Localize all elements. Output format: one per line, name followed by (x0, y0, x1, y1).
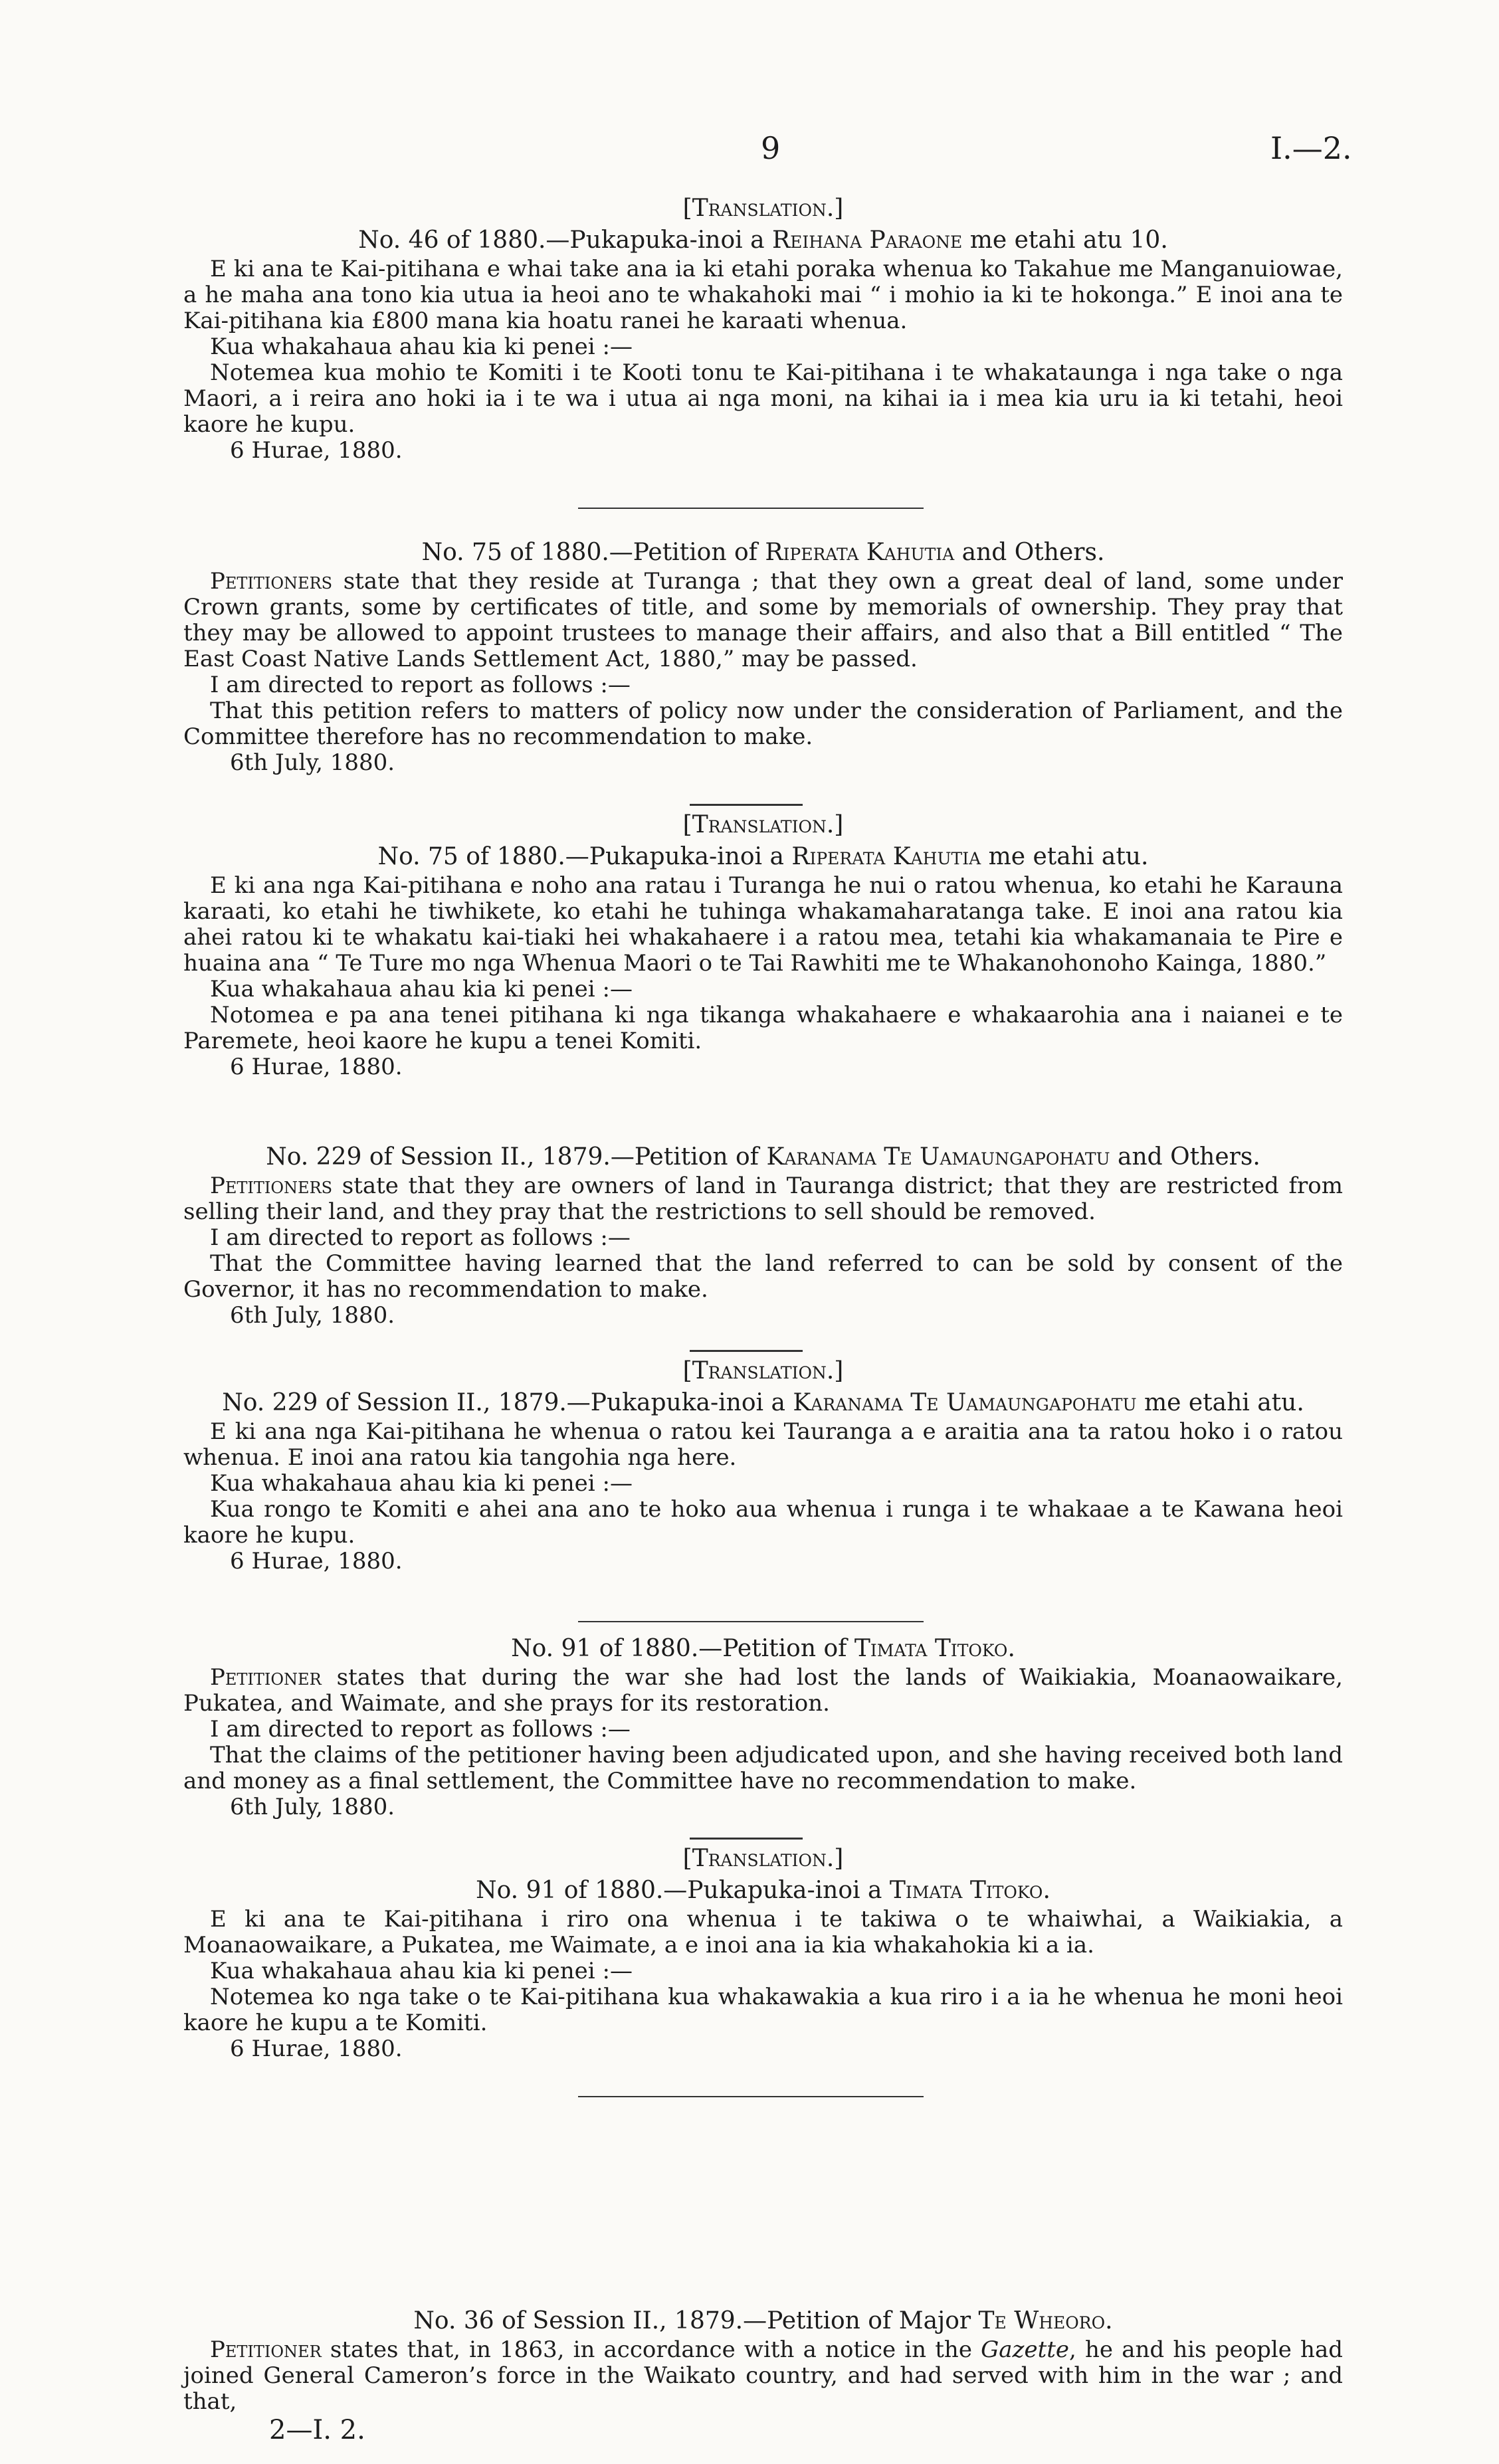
section-divider-short (690, 1350, 803, 1352)
report-body: Notomea e pa ana tenei pitihana ki nga tikanga whakahaere e whakaarohia ana i naianei e te Paremete, heoi kaore he kupu a tenei Komiti. (183, 1002, 1343, 1054)
petition-summary: E ki ana nga Kai-pitihana he whenua o ratou kei Tauranga a e araitia ana ta ratou hoko i o ratou whenua. E inoi ana ratou kia tangohia nga here. (183, 1418, 1343, 1471)
section-divider (578, 508, 924, 509)
report-date: 6 Hurae, 1880. (230, 437, 403, 464)
section-divider (578, 1621, 924, 1622)
petition-title: No. 75 of 1880.—Petition of Riperata Kahutia and Others. (421, 539, 1105, 566)
report-body: That the claims of the petitioner having been adjudicated upon, and she having received both land and money as a final settlement, the Committee have no recommendation to make. (183, 1742, 1343, 1794)
section-divider-short (690, 1838, 803, 1840)
report-body: Notemea kua mohio te Komiti i te Kooti tonu te Kai-pitihana i te whakataunga i nga take o nga Maori, a i reira ano hoki ia i te wa i utua ai nga moni, na kihai ia i mea kia uru ia ki tetahi, heoi kaore he kupu. (183, 359, 1343, 438)
petition-title: No. 91 of 1880.—Petition of Timata Titoko. (511, 1635, 1015, 1662)
petition-summary: Petitioners state that they are owners of land in Tauranga district; that they are restricted from selling their land, and they pray that the restrictions to sell should be removed. (183, 1173, 1343, 1225)
petition-summary: E ki ana te Kai-pitihana i riro ona whenua i te takiwa o te whaiwhai, a Waikiakia, a Moanaowaikare, a Pukatea, me Waimate, a e inoi ana ia kia whakahokia ki a ia. (183, 1906, 1343, 1958)
page-number: 9 (761, 130, 781, 166)
section-heading: [Translation.] (682, 1357, 844, 1384)
section-heading: [Translation.] (682, 811, 844, 838)
petition-title: No. 36 of Session II., 1879.—Petition of Major Te Wheoro. (413, 2307, 1113, 2334)
report-intro: Kua whakahaua ahau kia ki penei :— (210, 1958, 633, 1984)
section-translation-46 (183, 193, 1343, 464)
report-intro: Kua whakahaua ahau kia ki penei :— (210, 333, 633, 360)
petition-title: No. 46 of 1880.—Pukapuka-inoi a Reihana Paraone me etahi atu 10. (358, 227, 1168, 254)
petition-summary: E ki ana nga Kai-pitihana e noho ana ratau i Turanga he nui o ratou whenua, ko etahi he Karauna karaati, ko etahi he tiwhikete, ko etahi he tuhinga whakamaharatanga take. E inoi ana ratou kia ahei ratou ki te whakatu kai-tiaki hei whakahaere i a ratou mea, tetahi kia whakamanaia te Pire e huaina ana “ Te Ture mo nga Whenua Maori o te Tai Rawhiti me te Whakanohonoho Kainga, 1880.” (183, 872, 1343, 977)
section-petition-229 (183, 1141, 1343, 1329)
report-date: 6th July, 1880. (230, 1302, 395, 1329)
report-date: 6th July, 1880. (230, 749, 395, 776)
petition-title: No. 75 of 1880.—Pukapuka-inoi a Riperata Kahutia me etahi atu. (377, 843, 1149, 870)
report-body: That this petition refers to matters of policy now under the consideration of Parliament, and the Committee therefore has no recommendation to make. (183, 698, 1343, 750)
petition-title: No. 229 of Session II., 1879.—Petition of Karanama Te Uamaungapohatu and Others. (266, 1143, 1260, 1171)
section-heading: [Translation.] (682, 1845, 844, 1872)
section-translation-229 (183, 1355, 1343, 1574)
petition-summary: Petitioners state that they reside at Turanga ; that they own a great deal of land, some under Crown grants, some by certificates of title, and some by memorials of ownership. They pray that they may be allowed to appoint trustees to manage their affairs, and also that a Bill entitled “ The East Coast Native Lands Settlement Act, 1880,” may be passed. (183, 568, 1343, 672)
section-heading: [Translation.] (682, 195, 844, 222)
report-date: 6 Hurae, 1880. (230, 1054, 403, 1080)
section-divider-short (690, 804, 803, 806)
report-intro: I am directed to report as follows :— (210, 672, 631, 698)
section-translation-75 (183, 809, 1343, 1080)
report-body: That the Committee having learned that the land referred to can be sold by consent of the Governor, it has no recommendation to make. (183, 1250, 1343, 1303)
section-petition-75 (183, 537, 1343, 776)
report-intro: Kua whakahaua ahau kia ki penei :— (210, 976, 633, 1002)
petition-summary: E ki ana te Kai-pitihana e whai take ana ia ki etahi poraka whenua ko Takahue me Manganuiowae, a he maha ana tono kia utua ia heoi ano te whakahoki mai “ i mohio ia ki te hokonga.” E inoi ana te Kai-pitihana kia £800 mana kia hoatu ranei he karaati whenua. (183, 256, 1343, 334)
report-body: Kua rongo te Komiti e ahei ana ano te hoko aua whenua i runga i te whakaae a te Kawana heoi kaore he kupu. (183, 1496, 1343, 1549)
report-intro: I am directed to report as follows :— (210, 1224, 631, 1251)
report-date: 6 Hurae, 1880. (230, 1548, 403, 1574)
report-date: 6 Hurae, 1880. (230, 2036, 403, 2062)
report-intro: Kua whakahaua ahau kia ki penei :— (210, 1470, 633, 1497)
petition-title: No. 229 of Session II., 1879.—Pukapuka-inoi a Karanama Te Uamaungapohatu me etahi atu. (222, 1389, 1304, 1416)
section-translation-91 (183, 1843, 1343, 2062)
petition-title: No. 91 of 1880.—Pukapuka-inoi a Timata Titoko. (476, 1877, 1050, 1904)
report-date: 6th July, 1880. (230, 1794, 395, 1820)
section-divider (578, 2096, 924, 2097)
report-body: Notemea ko nga take o te Kai-pitihana kua whakawakia a kua riro i a ia he whenua he moni heoi kaore he kupu a te Komiti. (183, 1984, 1343, 2036)
document-reference: I.—2. (1270, 130, 1352, 166)
report-intro: I am directed to report as follows :— (210, 1716, 631, 1743)
section-petition-36 (183, 2305, 1343, 2415)
page-footer-signature: 2—I. 2. (269, 2415, 365, 2445)
petition-summary: Petitioner states that, in 1863, in accordance with a notice in the Gazette, he and his people had joined General Cameron’s force in the Waikato country, and had served with him in the war ; and that, (183, 2336, 1343, 2415)
petition-summary: Petitioner states that during the war she had lost the lands of Waikiakia, Moanaowaikare, Pukatea, and Waimate, and she prays for its restoration. (183, 1664, 1343, 1717)
section-petition-91 (183, 1633, 1343, 1820)
